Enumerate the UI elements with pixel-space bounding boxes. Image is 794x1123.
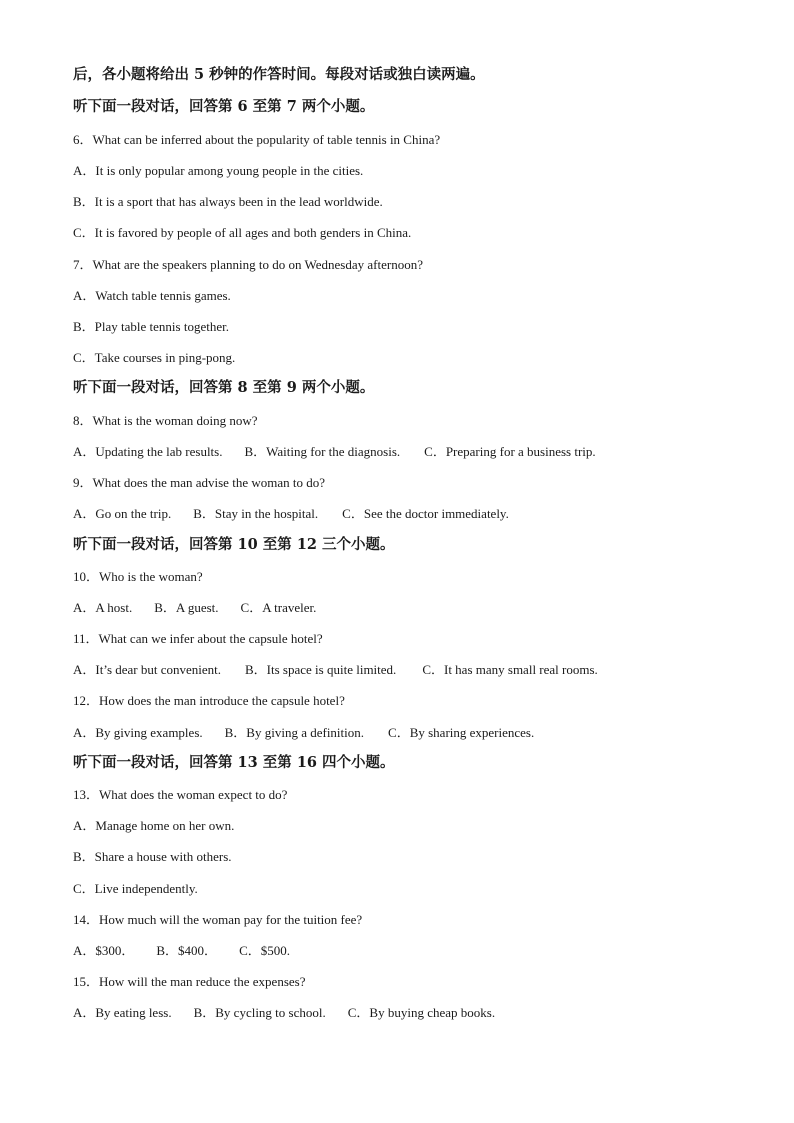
option-text: C．By sharing experiences.	[388, 725, 535, 740]
option-row	[73, 943, 754, 959]
question-text: 10．Who is the woman?	[73, 569, 203, 584]
question-text: 15．How will the man reduce the expenses?	[73, 974, 306, 989]
option-text: B．By giving a definition.	[224, 725, 365, 740]
section-heading: 听下面一段对话，回答第 10 至第 12 三个小题。	[73, 536, 395, 553]
instruction-text: 后，各小题将给出 5 秒钟的作答时间。每段对话或独白读两遍。	[73, 66, 485, 83]
option-text: C．See the doctor immediately.	[342, 506, 509, 521]
question-text: 9．What does the man advise the woman to do?	[73, 475, 325, 490]
option-text: C．Preparing for a business trip.	[424, 444, 596, 459]
option-row	[73, 600, 754, 616]
option-text: B．Stay in the hospital.	[193, 506, 319, 521]
option-text: C．By buying cheap books.	[347, 1005, 496, 1020]
option-row	[73, 1005, 754, 1021]
option-text: B．$400．	[156, 943, 218, 958]
option-text: B．By cycling to school.	[193, 1005, 326, 1020]
option-text: A．Watch table tennis games.	[73, 288, 231, 303]
option-text: A．It’s dear but convenient.	[73, 662, 222, 677]
question-text: 7．What are the speakers planning to do on Wednesday afternoon?	[73, 257, 423, 272]
option-text: C．A traveler.	[240, 600, 317, 615]
option-row	[73, 444, 754, 460]
option-text: C．$500.	[239, 943, 290, 958]
question-text: 12．How does the man introduce the capsule hotel?	[73, 693, 345, 708]
option-text: A．Manage home on her own.	[73, 818, 235, 833]
section-heading: 听下面一段对话，回答第 6 至第 7 两个小题。	[73, 98, 375, 115]
question-text: 14．How much will the woman pay for the tuition fee?	[73, 912, 363, 927]
option-text: C．It has many small real rooms.	[422, 662, 598, 677]
option-text: C．Live independently.	[73, 881, 198, 896]
option-text: A．Updating the lab results.	[73, 444, 223, 459]
question-text: 6．What can be inferred about the popularity of table tennis in China?	[73, 132, 441, 147]
option-text: B．A guest.	[154, 600, 219, 615]
option-text: B．Share a house with others.	[73, 849, 232, 864]
question-text: 11．What can we infer about the capsule hotel?	[73, 631, 323, 646]
section-heading: 听下面一段对话，回答第 13 至第 16 四个小题。	[73, 754, 395, 771]
option-text: A．$300．	[73, 943, 135, 958]
option-text: A．A host.	[73, 600, 133, 615]
option-row	[73, 506, 754, 522]
option-text: A．By eating less.	[73, 1005, 172, 1020]
question-text: 8．What is the woman doing now?	[73, 413, 258, 428]
option-text: A．Go on the trip.	[73, 506, 172, 521]
option-text: B．Waiting for the diagnosis.	[244, 444, 401, 459]
section-heading: 听下面一段对话，回答第 8 至第 9 两个小题。	[73, 379, 375, 396]
option-text: B．It is a sport that has always been in the lead worldwide.	[73, 194, 383, 209]
option-text: C．Take courses in ping-pong.	[73, 350, 236, 365]
question-text: 13．What does the woman expect to do?	[73, 787, 288, 802]
option-row	[73, 662, 754, 678]
option-text: B．Play table tennis together.	[73, 319, 229, 334]
option-text: B．Its space is quite limited.	[245, 662, 397, 677]
option-text: A．By giving examples.	[73, 725, 203, 740]
option-row	[73, 725, 754, 741]
option-text: A．It is only popular among young people in the cities.	[73, 163, 364, 178]
option-text: C．It is favored by people of all ages and both genders in China.	[73, 225, 412, 240]
